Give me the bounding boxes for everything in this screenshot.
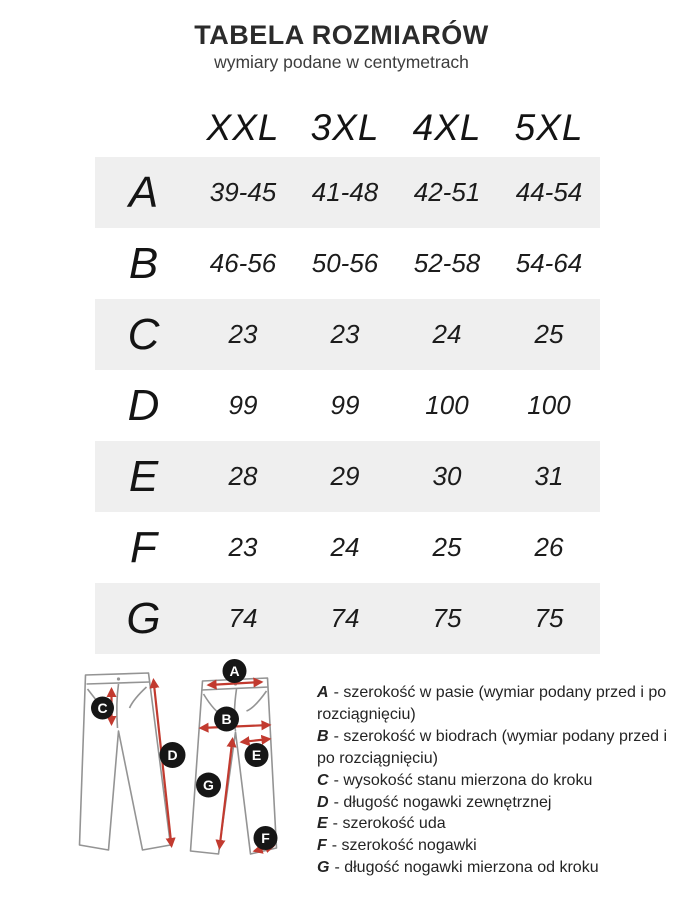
size-value-cell: 24 (330, 532, 360, 562)
measurement-guide (0, 658, 683, 893)
table-row-b (95, 228, 600, 299)
size-value-cell: 31 (534, 461, 564, 491)
table-row-a (95, 157, 600, 228)
table-row-c (95, 299, 600, 370)
page-subtitle: wymiary podane w centymetrach (214, 52, 469, 72)
legend-key: B (317, 727, 329, 745)
page-header (0, 0, 683, 73)
legend-item-e (317, 813, 671, 835)
badge-a (223, 659, 247, 683)
row-label: E (128, 451, 159, 501)
legend-item-c (317, 770, 671, 792)
legend-key: A (317, 684, 329, 701)
size-value-cell: 100 (425, 390, 469, 420)
size-table (95, 99, 600, 654)
size-table-body (95, 157, 600, 654)
badge-letter: D (167, 747, 178, 763)
legend-key: G (317, 859, 330, 877)
size-value-cell: 54-64 (515, 248, 583, 278)
table-row-g (95, 583, 600, 654)
badge-letter: E (251, 747, 262, 763)
size-header-5xl: 5XL (514, 107, 584, 148)
legend-item-a (317, 682, 671, 726)
badge-f (254, 826, 278, 850)
badge-letter: B (221, 711, 232, 727)
table-row-e (95, 441, 600, 512)
legend-text: - szerokość w biodrach (wymiar podany przed i po rozciągnięciu) (317, 727, 668, 767)
row-label: C (127, 309, 160, 359)
size-value-cell: 99 (228, 390, 258, 420)
size-header-4xl: 4XL (412, 107, 482, 148)
size-value-cell: 99 (330, 390, 360, 420)
legend-key: E (317, 815, 328, 833)
row-label: F (130, 522, 157, 572)
size-header-3xl: 3XL (310, 107, 380, 148)
table-row-d (95, 370, 600, 441)
size-value-cell: 28 (228, 461, 258, 491)
legend-item-f (317, 835, 671, 857)
badge-letter: A (229, 663, 240, 679)
badge-letter: F (261, 830, 270, 846)
badge-g (196, 773, 221, 798)
size-value-cell: 46-56 (209, 248, 277, 278)
badge-d (160, 742, 186, 768)
legend-item-b (317, 726, 671, 770)
size-header-xxl: XXL (206, 107, 280, 148)
legend-item-g (317, 857, 671, 879)
size-value-cell: 42-51 (413, 177, 481, 207)
legend-text: - długość nogawki zewnętrznej (333, 793, 552, 811)
size-value-cell: 23 (330, 319, 360, 349)
size-value-cell: 39-45 (209, 177, 277, 207)
row-label: D (127, 380, 160, 430)
size-value-cell: 75 (534, 603, 564, 633)
size-value-cell: 100 (527, 390, 571, 420)
size-value-cell: 52-58 (413, 248, 481, 278)
badge-c (91, 697, 114, 720)
legend-text: - długość nogawki mierzona od kroku (334, 859, 599, 877)
size-table-header-row (95, 99, 600, 157)
size-value-cell: 75 (432, 603, 462, 633)
size-value-cell: 44-54 (515, 177, 583, 207)
size-value-cell: 23 (228, 319, 258, 349)
size-value-cell: 24 (432, 319, 462, 349)
badge-letter: G (203, 777, 214, 793)
size-value-cell: 29 (330, 461, 360, 491)
size-value-cell: 74 (330, 603, 360, 633)
legend-key: D (317, 793, 329, 811)
size-value-cell: 74 (228, 603, 258, 633)
legend-key: C (317, 771, 329, 789)
legend-key: F (317, 837, 327, 855)
legend-item-d (317, 792, 671, 814)
row-label: A (128, 167, 159, 217)
legend-text: - szerokość nogawki (331, 837, 477, 855)
table-row-f (95, 512, 600, 583)
size-value-cell: 50-56 (311, 248, 379, 278)
legend-text: - wysokość stanu mierzona do kroku (333, 771, 593, 789)
size-value-cell: 30 (432, 461, 462, 491)
page-title: TABELA ROZMIARÓW (194, 20, 489, 50)
size-value-cell: 25 (534, 319, 564, 349)
row-label: G (126, 593, 161, 643)
row-label: B (128, 238, 159, 288)
measurement-legend (317, 682, 671, 893)
legend-text: - szerokość uda (332, 815, 446, 833)
size-value-cell: 26 (534, 532, 564, 562)
badge-letter: C (97, 700, 108, 716)
badge-b (214, 707, 239, 732)
size-value-cell: 25 (432, 532, 462, 562)
pants-outline-left (80, 673, 171, 850)
size-value-cell: 23 (228, 532, 258, 562)
legend-text: - szerokość w pasie (wymiar podany przed i po rozciągnięciu) (317, 684, 667, 723)
size-value-cell: 41-48 (311, 177, 379, 207)
pants-diagram (68, 658, 305, 893)
badge-e (245, 743, 269, 767)
